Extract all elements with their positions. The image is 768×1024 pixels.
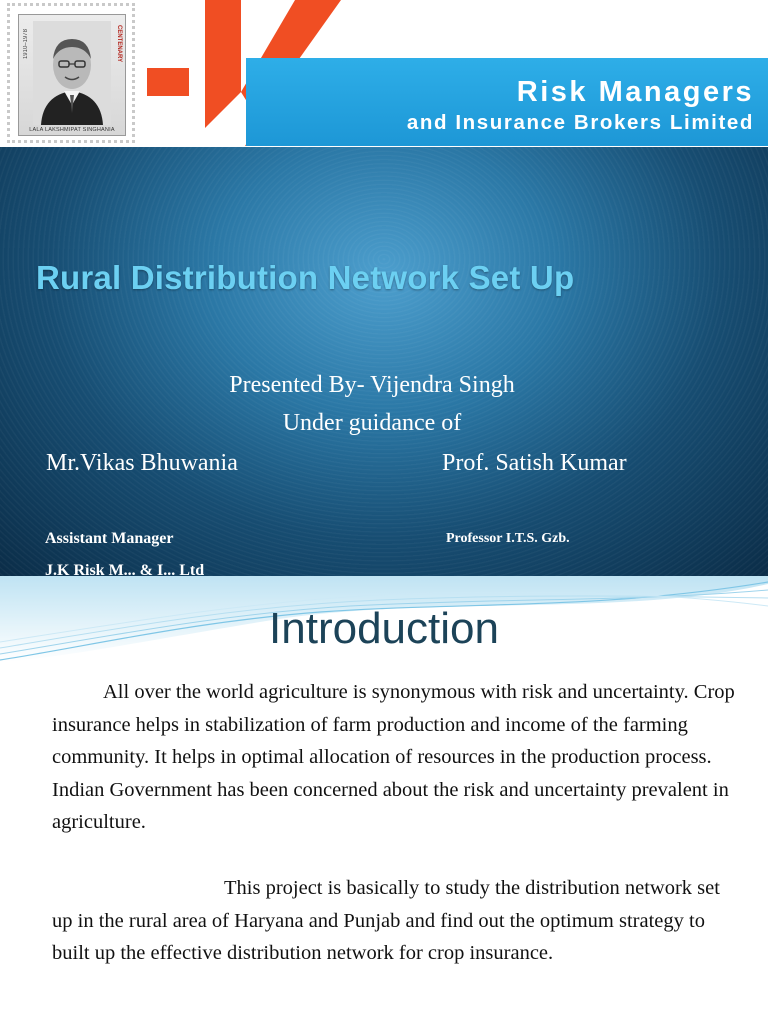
postage-stamp [7,3,135,143]
guide-name-left: Mr.Vikas Bhuwania [46,450,238,476]
guidance-line: Under guidance of [282,410,462,436]
stamp-caption: LALA LAKSHMIPAT SINGHANIA [29,127,115,133]
slide-title: Rural Distribution Network Set Up [36,259,575,296]
paragraph-2: This project is basically to study the distribution network set up in the rural area of Haryana and Punjab and find out the optimum strategy to built up the effective distribution network for crop insurance. [52,877,720,964]
guide-name-right: Prof. Satish Kumar [442,450,627,476]
banner-title: Risk Managers [516,76,754,108]
guide-role-left: Assistant Manager [45,530,174,547]
portrait-image [33,21,111,125]
section-title: Introduction [269,604,499,653]
company-banner [246,58,768,146]
introduction-slide [0,576,768,1024]
guide-role-right: Professor I.T.S. Gzb. [446,531,570,546]
paragraph-1: All over the world agriculture is synonymous with risk and uncertainty. Crop insurance helps in stabilization of farm production and income of the farming community. It helps in optimal allocation of resources in the production process. Indian Government has been concerned about the risk and uncertainty prevalent in agriculture. [52,681,735,833]
banner-subtitle: and Insurance Brokers Limited [406,111,754,134]
company-line-cutoff: J.K Risk M... & I... Ltd [45,562,205,576]
stamp-portrait-frame [18,14,126,136]
stamp-value: CENTENARY [116,25,122,63]
presenter-line: Presented By- Vijendra Singh [229,372,515,398]
stamp-years: 1910–1978 [23,29,29,60]
